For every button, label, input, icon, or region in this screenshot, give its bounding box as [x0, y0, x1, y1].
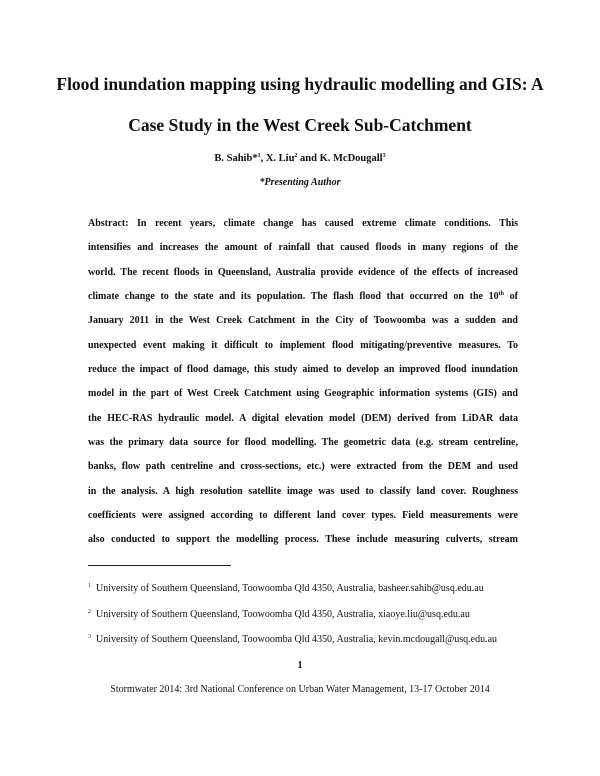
author-1: B. Sahib* [214, 153, 258, 164]
footnote-number: 1 [88, 583, 91, 589]
footnote [88, 634, 497, 645]
abstract-line: world. The recent floods in Queensland, Australia provide evidence of the effects of increased [88, 266, 518, 278]
page-footer: Stormwater 2014: 3rd National Conference on Urban Water Management, 13-17 October 2014 [110, 684, 490, 695]
page-number: 1 [297, 660, 303, 671]
abstract-line: intensifies and increases the amount of rainfall that caused floods in many regions of the [88, 242, 518, 254]
paper-title-line-2: Case Study in the West Creek Sub-Catchment [128, 115, 472, 135]
abstract-line-tail: of [503, 291, 518, 303]
abstract-line: Abstract: In recent years, climate change has caused extreme climate conditions. This [88, 218, 518, 229]
author-list [0, 153, 600, 164]
author-3-affiliation-mark: 3 [382, 153, 386, 159]
footnote-number: 2 [88, 609, 91, 615]
paper-title-line-1: Flood inundation mapping using hydraulic modelling and GIS: A [56, 74, 544, 94]
footnote-text: University of Southern Queensland, Toowoomba Qld 4350, Australia, kevin.mcdougall@usq.edu.au [96, 634, 498, 645]
abstract-line: in the analysis. A high resolution satellite image was used to classify land cover. Roughness [88, 485, 518, 497]
abstract [88, 212, 518, 553]
abstract-line: also conducted to support the modelling process. These include measuring culverts, stream [88, 534, 518, 546]
abstract-line: unexpected event making it difficult to implement flood mitigating/preventive measures. To [88, 339, 518, 351]
author-2: , X. Liu [260, 153, 295, 164]
author-1-affiliation-mark: 1 [257, 153, 261, 159]
footnote-separator [88, 565, 231, 566]
abstract-line: was the primary data source for flood modelling. The geometric data (e.g. stream centreline, [88, 437, 518, 449]
footnote-text: University of Southern Queensland, Toowoomba Qld 4350, Australia, xiaoye.liu@usq.edu.au [96, 609, 470, 620]
abstract-line: coefficients were assigned according to different land cover types. Field measurements were [88, 510, 518, 522]
footnote [88, 609, 470, 620]
author-2-affiliation-mark: 2 [294, 153, 298, 159]
abstract-line-text: climate change to the state and its population. The flash flood that occurred on the 10 [88, 291, 499, 303]
footnote-text: University of Southern Queensland, Toowoomba Qld 4350, Australia, basheer.sahib@usq.edu.au [96, 583, 484, 594]
abstract-line: banks, flow path centreline and cross-sections, etc.) were extracted from the DEM and used [88, 461, 518, 473]
abstract-line: the HEC-RAS hydraulic model. A digital elevation model (DEM) derived from LiDAR data [88, 412, 518, 424]
author-3: and K. McDougall [297, 153, 383, 164]
abstract-line: reduce the impact of flood damage, this study aimed to develop an improved flood inundation [88, 364, 518, 376]
footnote-number: 3 [88, 634, 91, 640]
footnote [88, 583, 484, 594]
abstract-line: model in the part of West Creek Catchment using Geographic information systems (GIS) and [88, 388, 518, 400]
ordinal-suffix: th [498, 291, 504, 298]
presenting-author-note: *Presenting Author [259, 177, 341, 188]
abstract-line: January 2011 in the West Creek Catchment in the City of Toowoomba was a sudden and [88, 315, 518, 327]
abstract-line [88, 285, 518, 309]
